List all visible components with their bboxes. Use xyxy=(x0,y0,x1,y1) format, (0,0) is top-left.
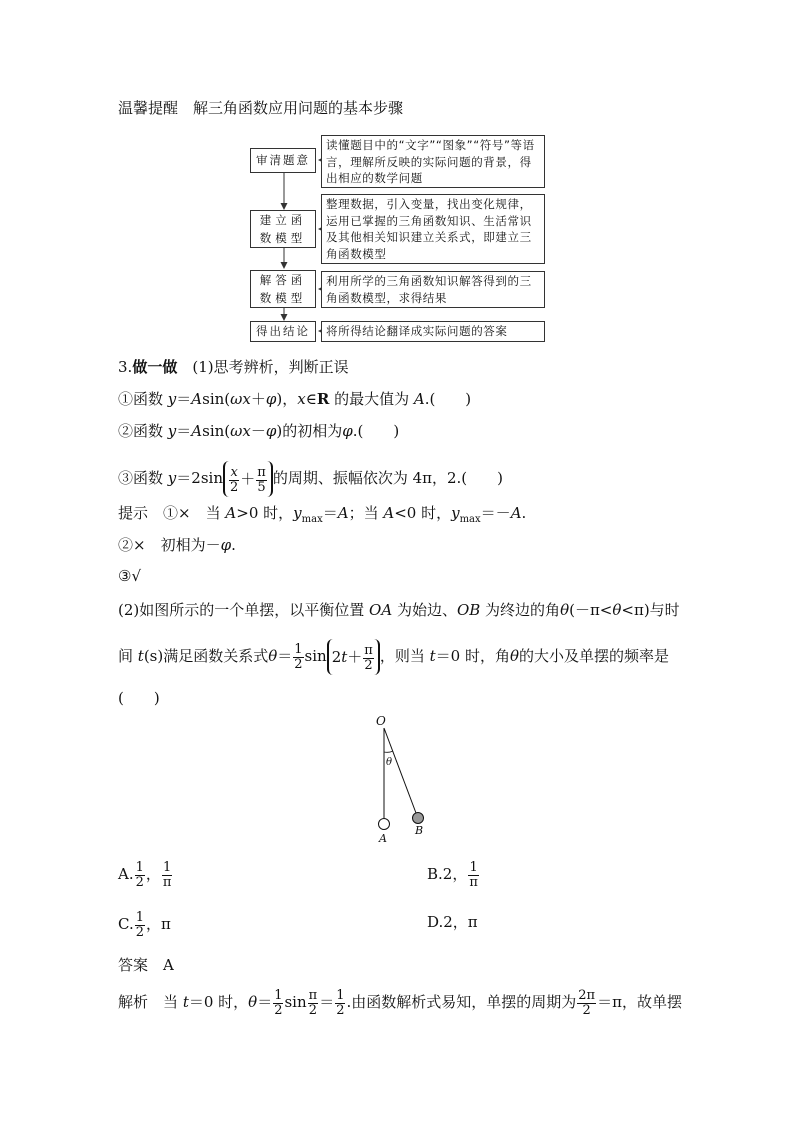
step-desc-4 xyxy=(321,321,545,342)
text-span: 答案 xyxy=(118,956,149,974)
text-span: 1 xyxy=(469,859,478,875)
text-span: B.2， xyxy=(427,865,468,883)
hint-1 xyxy=(118,503,526,530)
text-span: 2 xyxy=(308,1002,318,1018)
text-span: φ xyxy=(265,422,277,440)
text-span: 1 xyxy=(294,641,303,657)
text-span: ＝ xyxy=(319,993,335,1011)
text-span: π xyxy=(364,642,373,658)
answer-value: A xyxy=(163,956,174,974)
text-span: θ xyxy=(248,993,258,1011)
text-span: 函数 xyxy=(133,390,168,408)
hint-3 xyxy=(118,566,141,586)
answer xyxy=(118,955,174,975)
step-desc-2 xyxy=(321,194,545,264)
text-span: 2 xyxy=(582,1002,591,1018)
option-D[interactable] xyxy=(427,912,478,932)
analysis xyxy=(118,985,682,1019)
text-span: 整理数据，引入变量，找出变化规律，运用已掌握的三角函数知识、生活常识及其他相关知识建立关系式，即建立三角函数模型 xyxy=(326,197,532,261)
text-span: . xyxy=(521,504,527,522)
question-2 xyxy=(118,421,399,441)
part1-title: (1)思考辨析，判断正误 xyxy=(192,358,349,376)
text-span: 建立函数模型 xyxy=(259,213,307,245)
text-span: θ xyxy=(268,647,278,665)
label-A: A xyxy=(379,832,387,845)
text-span: 2 xyxy=(336,1002,345,1018)
label-B: B xyxy=(415,824,424,837)
text-span: t xyxy=(137,647,144,665)
hint-label: 提示 xyxy=(118,504,149,522)
text-span: y xyxy=(167,469,177,487)
option-A[interactable] xyxy=(118,858,173,890)
text-span: )， xyxy=(276,390,298,408)
text-span: 解答函数模型 xyxy=(259,273,307,305)
step-box-4 xyxy=(250,321,316,342)
text-span: (－π< xyxy=(569,601,613,619)
problem-2-paren xyxy=(118,688,160,708)
text-span: 的周期、振幅依次为 4π，2.( ) xyxy=(272,469,504,487)
text-span: x xyxy=(297,390,306,408)
question-1 xyxy=(118,389,471,409)
text-span: θ xyxy=(509,647,519,665)
text-span: (2)如图所示的一个单摆，以平衡位置 xyxy=(118,601,370,619)
text-span: π xyxy=(308,987,318,1003)
option-B[interactable] xyxy=(427,858,480,890)
text-span: ①× xyxy=(163,504,191,522)
text-span: (s)满足函数关系式 xyxy=(143,647,269,665)
text-span: ( ) xyxy=(118,689,160,707)
text-span: － xyxy=(250,422,266,440)
text-span: ＝π，故单摆 xyxy=(597,993,682,1011)
step-box-2 xyxy=(250,210,316,248)
text-span: 1 xyxy=(336,987,345,1003)
step-box-1 xyxy=(250,148,316,173)
text-span: sin xyxy=(284,993,307,1011)
option-C[interactable] xyxy=(118,908,171,940)
angle-arc xyxy=(384,751,393,752)
bob-B xyxy=(413,813,424,824)
step-desc-1 xyxy=(321,135,545,188)
text-span: 审清题意 xyxy=(256,153,310,168)
text-span: <0 时， xyxy=(394,504,452,522)
text-span: A xyxy=(191,422,203,440)
text-span: ＝ xyxy=(277,647,293,665)
text-span: .由函数解析式易知，单摆的周期为 xyxy=(346,993,577,1011)
text-span: <π)与时 xyxy=(621,601,680,619)
text-span: y xyxy=(451,504,460,522)
text-span: 将所得结论翻译成实际问题的答案 xyxy=(326,324,508,338)
text-span: . xyxy=(231,536,236,554)
text-span: 当 xyxy=(205,504,226,522)
text-span: 3. xyxy=(118,358,133,376)
text-span: 读懂题目中的“文字”“图象”“符号”等语言，理解所反映的实际问题的背景，得出相应的数学问题 xyxy=(326,138,535,185)
text-span: )的初相为 xyxy=(276,422,343,440)
text-span: ③√ xyxy=(118,567,142,585)
text-span: max xyxy=(459,514,481,525)
text-span: φ xyxy=(342,422,353,440)
text-span: 函数 xyxy=(133,469,168,487)
text-span: >0 时， xyxy=(236,504,294,522)
text-span: A xyxy=(510,504,522,522)
text-span: 2 xyxy=(229,479,239,495)
text-span: 利用所学的三角函数知识解答得到的三角函数模型，求得结果 xyxy=(326,274,532,305)
hint-2 xyxy=(118,535,236,555)
text-span: A xyxy=(383,504,395,522)
label-theta: θ xyxy=(386,757,393,768)
tip-title: 解三角函数应用问题的基本步骤 xyxy=(193,99,404,117)
text-span: OA xyxy=(369,601,393,619)
text-span: t xyxy=(429,647,436,665)
text-span: ， xyxy=(145,865,161,883)
step-box-3 xyxy=(250,270,316,308)
bracket-expression-2 xyxy=(327,639,380,675)
step-desc-3 xyxy=(321,271,545,308)
text-span: t xyxy=(341,648,348,666)
text-span: x xyxy=(230,464,238,480)
text-span: ＝ xyxy=(176,422,192,440)
text-span: A xyxy=(413,390,425,408)
text-span: ＝2sin xyxy=(176,469,223,487)
text-span: ＋ xyxy=(347,648,363,666)
text-span: 解析 xyxy=(118,993,149,1011)
text-span: 初相为－ xyxy=(160,536,221,554)
bob-A xyxy=(379,819,390,830)
problem-2-line-1 xyxy=(118,600,680,620)
text-span: sin xyxy=(304,647,327,665)
text-span: 间 xyxy=(118,647,138,665)
text-span: 为始边、 xyxy=(392,601,457,619)
section-heading xyxy=(118,357,349,377)
text-span: 1 xyxy=(163,859,172,875)
text-span: 的大小及单摆的频率是 xyxy=(519,647,670,665)
text-span: sin( xyxy=(202,390,231,408)
text-span: sin( xyxy=(202,422,231,440)
text-span: ；当 xyxy=(348,504,384,522)
text-span: 2 xyxy=(294,656,303,672)
text-span: ＋ xyxy=(250,390,266,408)
section-title: 做一做 xyxy=(132,358,178,376)
text-span: ＝0 时， xyxy=(188,993,249,1011)
text-span: ωx xyxy=(230,422,251,440)
label-O: O xyxy=(376,714,386,728)
text-span: 2 xyxy=(135,924,144,940)
problem-2-line-2 xyxy=(118,638,669,675)
text-span: 2 xyxy=(135,874,144,890)
text-span: π xyxy=(162,874,172,890)
string-OB xyxy=(384,728,416,813)
text-span: D.2，π xyxy=(427,913,478,931)
text-span: 5 xyxy=(257,479,266,495)
text-span: y xyxy=(167,422,177,440)
text-span: A. xyxy=(118,865,134,883)
bracket-expression xyxy=(223,461,273,497)
text-span: ＝ xyxy=(322,504,338,522)
text-span: OB xyxy=(456,601,481,619)
text-span: y xyxy=(167,390,177,408)
text-span: A xyxy=(191,390,203,408)
text-span: ，π xyxy=(146,915,171,933)
text-span: ＝ xyxy=(257,993,273,1011)
text-span: A xyxy=(225,504,237,522)
text-span: ② xyxy=(118,422,134,440)
text-span: .( ) xyxy=(424,390,472,408)
text-span: ＋ xyxy=(240,470,256,488)
text-span: R xyxy=(316,390,330,408)
text-span: ＝ xyxy=(176,390,192,408)
text-span: 为终边的角 xyxy=(480,601,561,619)
text-span: max xyxy=(301,514,323,525)
text-span: 1 xyxy=(135,859,144,875)
text-span: .( ) xyxy=(352,422,400,440)
text-span: 2 xyxy=(274,1002,283,1018)
tip-label: 温馨提醒 xyxy=(118,99,179,117)
text-span: φ xyxy=(220,536,232,554)
text-span: θ xyxy=(560,601,570,619)
text-span: φ xyxy=(265,390,277,408)
pendulum-figure xyxy=(360,712,460,847)
text-span: ，则当 xyxy=(379,647,430,665)
text-span: ②× xyxy=(118,536,146,554)
text-span: 当 xyxy=(163,993,183,1011)
text-span: ＝0 时，角 xyxy=(435,647,510,665)
text-span: 函数 xyxy=(133,422,168,440)
text-span: y xyxy=(293,504,302,522)
text-span: 1 xyxy=(135,909,144,925)
text-span: ③ xyxy=(118,469,134,487)
text-span: θ xyxy=(612,601,622,619)
text-span: 2π xyxy=(578,987,596,1003)
text-span: π xyxy=(257,464,266,480)
text-span: ＝－ xyxy=(480,504,511,522)
text-span: ① xyxy=(118,390,134,408)
text-span: π xyxy=(469,874,478,890)
text-span: 得出结论 xyxy=(256,324,310,339)
text-span: t xyxy=(182,993,189,1011)
text-span: 的最大值为 xyxy=(329,390,414,408)
question-3 xyxy=(118,460,503,497)
text-span: ∈ xyxy=(305,390,317,408)
text-span: ωx xyxy=(230,390,251,408)
text-span: 1 xyxy=(274,987,283,1003)
text-span: A xyxy=(337,504,349,522)
text-span: C. xyxy=(118,915,134,933)
text-span: 2 xyxy=(364,657,373,673)
text-span: 2 xyxy=(331,648,342,666)
